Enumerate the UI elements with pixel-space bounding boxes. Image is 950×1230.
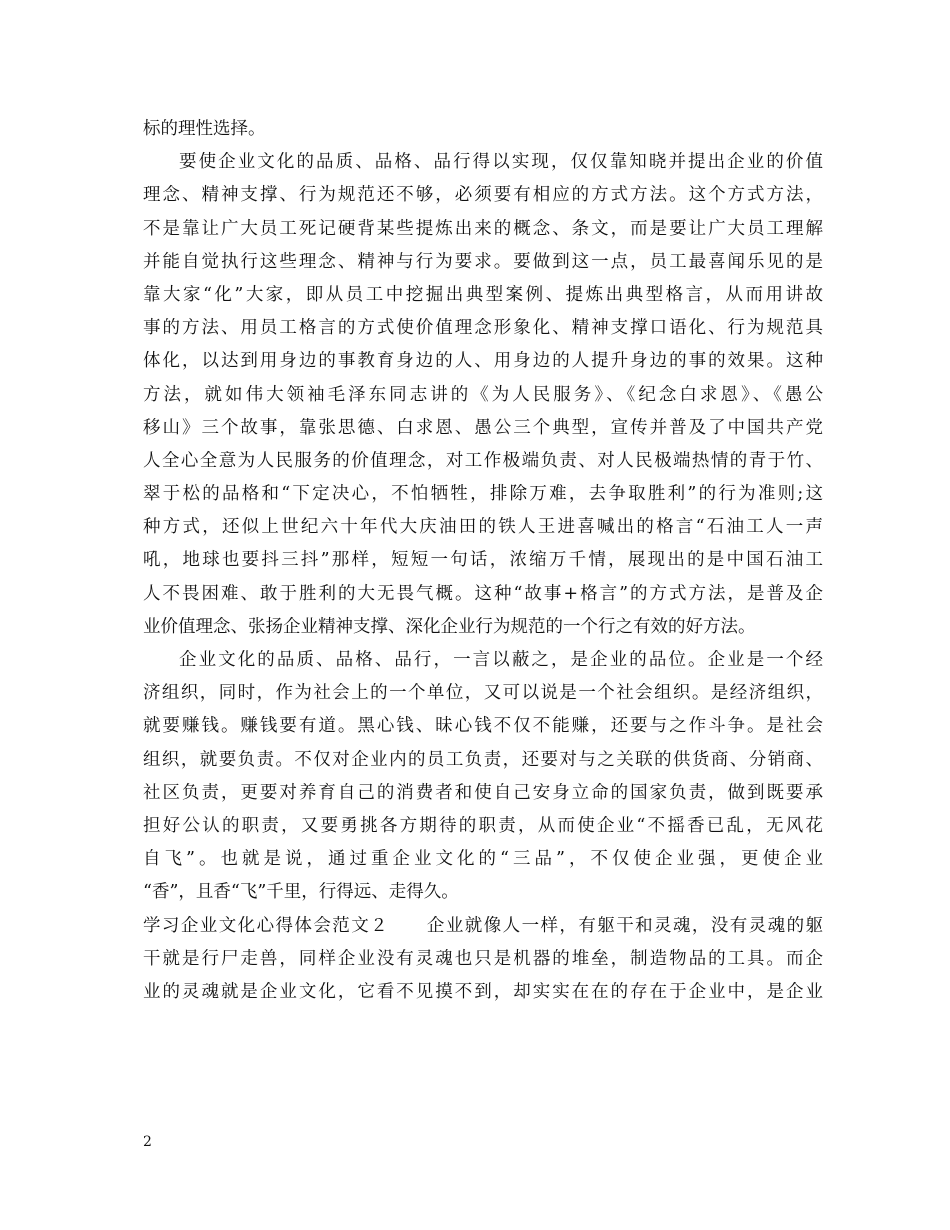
text-line: 干就是行尸走兽，同样企业没有灵魂也只是机器的堆垒，制造物品的工具。而企	[143, 948, 823, 969]
text-line: 方法，就如伟大领袖毛泽东同志讲的《为人民服务》、《纪念白求恩》、《愚公	[143, 384, 823, 405]
body-text	[143, 113, 823, 1009]
text-line: 企业文化的品质、品格、品行，一言以蔽之，是企业的品位。企业是一个经	[179, 650, 823, 670]
text-line: 业价值理念、张扬企业精神支撑、深化企业行为规范的一个行之有效的好方法。	[143, 616, 756, 637]
text-line: 就要赚钱。赚钱要有道。黑心钱、昧心钱不仅不能赚，还要与之作斗争。是社会	[143, 716, 823, 737]
text-line: 不是靠让广大员工死记硬背某些提炼出来的概念、条文，而是要让广大员工理解	[143, 218, 823, 239]
page-number: 2	[143, 1134, 152, 1150]
text-line: 要使企业文化的品质、品格、品行得以实现，仅仅靠知晓并提出企业的价值	[179, 152, 823, 173]
text-line: 体化，以达到用身边的事教育身边的人、用身边的人提升身边的事的效果。这种	[143, 351, 823, 372]
text-line: “香”，且香“飞”千里，行得远、走得久。	[143, 882, 459, 903]
text-line: 担好公认的职责，又要勇挑各方期待的职责，从而使企业“不摇香已乱，无风花	[143, 815, 823, 836]
text-line: 靠大家“化”大家，即从员工中挖掘出典型案例、提炼出典型格言，从而用讲故	[143, 284, 823, 305]
text-line: 学习企业文化心得体会范文２ 企业就像人一样，有躯干和灵魂，没有灵魂的躯	[143, 915, 823, 936]
text-line: 自飞”。也就是说，通过重企业文化的“三品”，不仅使企业强，更使企业	[143, 849, 823, 870]
text-line: 组织，就要负责。不仅对企业内的员工负责，还要对与之关联的供货商、分销商、	[143, 749, 823, 770]
text-line: 并能自觉执行这些理念、精神与行为要求。要做到这一点，员工最喜闻乐见的是	[143, 251, 823, 272]
text-line: 社区负责，更要对养育自己的消费者和使自己安身立命的国家负责，做到既要承	[143, 782, 823, 803]
text-line: 吼，地球也要抖三抖”那样，短短一句话，浓缩万千情，展现出的是中国石油工	[143, 550, 823, 571]
text-line: 种方式，还似上世纪六十年代大庆油田的铁人王进喜喊出的格言“石油工人一声	[143, 517, 823, 538]
text-line: 业的灵魂就是企业文化，它看不见摸不到，却实实在在的存在于企业中，是企业	[143, 981, 823, 1002]
text-line: 济组织，同时，作为社会上的一个单位，又可以说是一个社会组织。是经济组织，	[143, 683, 823, 704]
text-line: 理念、精神支撑、行为规范还不够，必须要有相应的方式方法。这个方式方法，	[143, 185, 823, 206]
text-line: 移山》三个故事，靠张思德、白求恩、愚公三个典型，宣传并普及了中国共产党	[143, 417, 823, 438]
text-line: 事的方法、用员工格言的方式使价值理念形象化、精神支撑口语化、行为规范具	[143, 318, 823, 339]
text-line: 人全心全意为人民服务的价值理念，对工作极端负责、对人民极端热情的青于竹、	[143, 450, 823, 471]
text-line: 标的理性选择。	[143, 119, 266, 139]
text-line: 人不畏困难、敢于胜利的大无畏气概。这种“故事+格言”的方式方法，是普及企	[143, 583, 823, 604]
text-line: 翠于松的品格和“下定决心，不怕牺牲，排除万难，去争取胜利”的行为准则;这	[143, 484, 823, 505]
